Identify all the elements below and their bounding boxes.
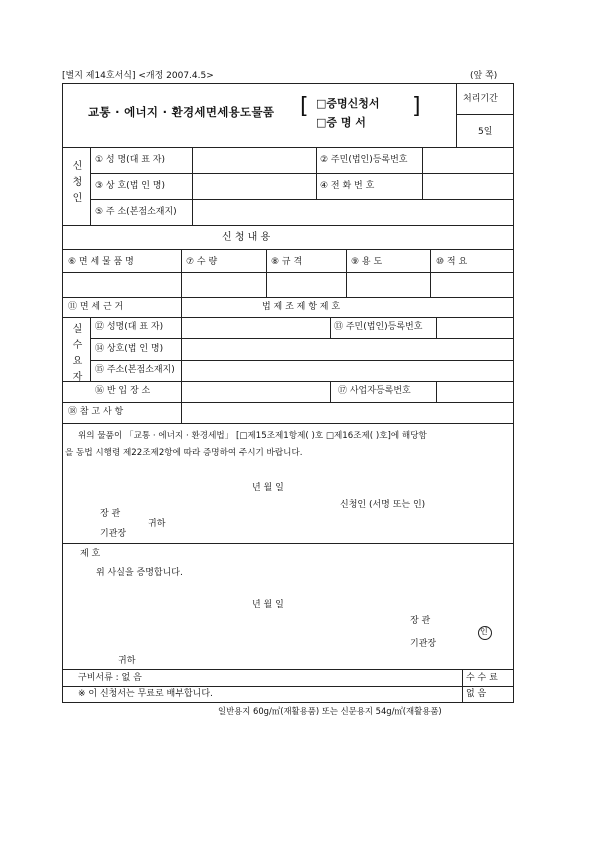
user-company-label: ⑭ 상호(법 인 명) — [95, 344, 164, 354]
applicant-signature: 신청인 (서명 또는 인) — [340, 500, 426, 510]
recipient-minister: 장 관 — [100, 509, 121, 519]
certificate-text: 위 사실을 증명합니다. — [96, 568, 183, 578]
biz-reg-label: ⑰ 사업자등록번호 — [338, 386, 411, 396]
statement-line-1: 위의 물품이 「교통 · 에너지 · 환경세법」 [□제15조제1항제( )호 □제16조제( )호]에 해당함 — [78, 431, 427, 441]
applicant-id-label: ② 주민(법인)등록번호 — [320, 155, 408, 165]
processing-period-label: 처리기간 — [463, 94, 498, 104]
bracket-left: [ — [300, 94, 309, 119]
col-quantity: ⑦ 수 량 — [186, 257, 218, 267]
page-side: (앞 쪽) — [470, 71, 498, 81]
required-docs: 구비서류 : 없 음 — [78, 673, 142, 683]
exemption-basis-label: ⑪ 면 세 근 거 — [68, 302, 124, 312]
user-id-label: ⑬ 주민(법인)등록번호 — [334, 322, 423, 332]
reference-label: ⑱ 참 고 사 항 — [68, 407, 124, 417]
application-date: 년 월 일 — [252, 483, 284, 493]
user-name-label: ⑫ 성명(대 표 자) — [95, 322, 164, 332]
delivery-place-label: ⑯ 반 입 장 소 — [95, 386, 151, 396]
issuer-agency: 기관장 — [410, 639, 437, 649]
user-address-label: ⑮ 주소(본점소재지) — [95, 365, 175, 375]
option-application[interactable]: □증명신청서 — [316, 97, 380, 110]
issuer-minister: 장 관 — [410, 616, 431, 626]
recipient-honorific: 귀하 — [148, 519, 166, 529]
exemption-basis-value: 법 제 조 제 항 제 호 — [262, 302, 341, 312]
col-purpose: ⑨ 용 도 — [351, 257, 383, 267]
paper-spec: 일반용지 60g/㎡(재활용품) 또는 신문용지 54g/㎡(재활용품) — [218, 706, 442, 716]
option-certificate[interactable]: □증 명 서 — [316, 116, 366, 129]
free-distribution-note: ※ 이 신청서는 무료로 배부합니다. — [78, 689, 213, 699]
seal-label: 인 — [480, 627, 488, 636]
request-heading: 신 청 내 용 — [222, 232, 271, 243]
certificate-date: 년 월 일 — [252, 600, 284, 610]
applicant-side-label: 신청인 — [70, 160, 81, 208]
recipient-agency: 기관장 — [100, 529, 127, 539]
form-number: [별지 제14호서식] <개정 2007.4.5> — [62, 71, 214, 81]
user-side-label: 실수요자 — [70, 323, 81, 387]
applicant-name-label: ① 성 명(대 표 자) — [95, 155, 166, 165]
processing-period-value: 5일 — [478, 127, 493, 137]
col-remarks: ⑩ 적 요 — [436, 257, 468, 267]
applicant-address-label: ⑤ 주 소(본점소재지) — [95, 207, 177, 217]
col-item-name: ⑥ 면 세 물 품 명 — [68, 257, 134, 267]
certificate-number: 제 호 — [80, 549, 101, 559]
bracket-right: ] — [412, 94, 421, 119]
fee-label: 수 수 료 — [466, 673, 498, 683]
certificate-honorific: 귀하 — [118, 656, 136, 666]
statement-line-2: 을 동법 시행령 제22조제2항에 따라 증명하여 주시기 바랍니다. — [65, 448, 303, 458]
applicant-phone-label: ④ 전 화 번 호 — [320, 181, 375, 191]
applicant-company-label: ③ 상 호(법 인 명) — [95, 181, 166, 191]
col-spec: ⑧ 규 격 — [271, 257, 303, 267]
fee-value: 없 음 — [466, 689, 487, 699]
form-title: 교통 · 에너지 · 환경세면세용도물품 — [88, 105, 275, 119]
